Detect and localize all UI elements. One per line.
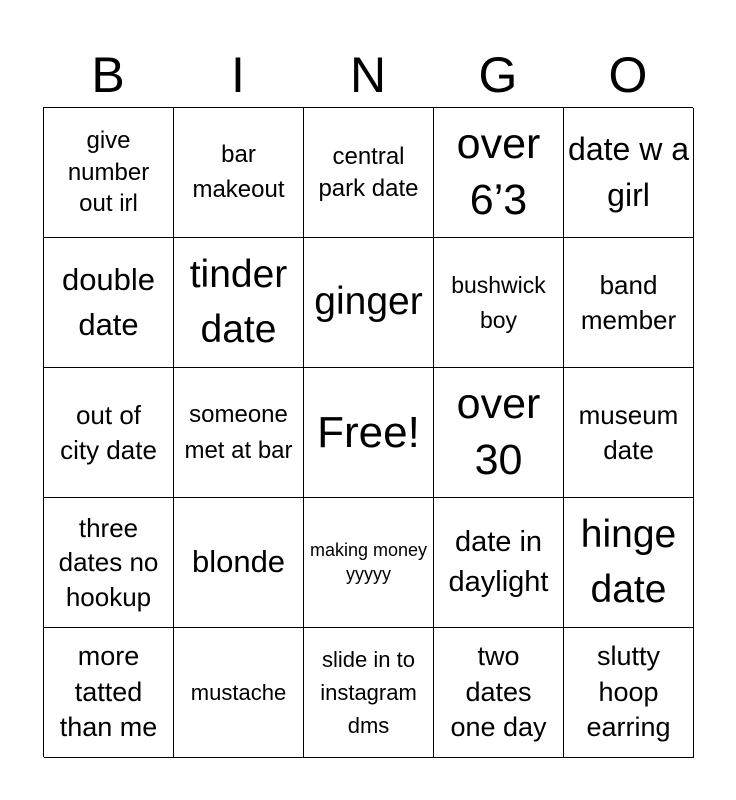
header-letter-n: N [349, 47, 387, 103]
header-letter-b: B [91, 47, 125, 103]
bingo-cell[interactable] [174, 108, 304, 238]
bingo-cell[interactable] [434, 368, 564, 498]
bingo-cell[interactable] [174, 628, 304, 758]
bingo-cell[interactable] [564, 108, 694, 238]
bingo-cell[interactable] [174, 368, 304, 498]
bingo-cell[interactable] [434, 628, 564, 758]
bingo-cell[interactable] [44, 238, 174, 368]
bingo-cell[interactable] [434, 238, 564, 368]
bingo-cell[interactable] [44, 498, 174, 628]
cell-label: give number out irl [67, 126, 150, 218]
cell-label: blonde [191, 544, 286, 580]
cell-label: museum date [578, 400, 679, 465]
header-letter-i: I [231, 47, 245, 103]
cell-label: two dates one day [450, 641, 547, 743]
bingo-cell[interactable] [174, 498, 304, 628]
cell-label: out of city date [60, 400, 157, 465]
bingo-cell[interactable] [174, 238, 304, 368]
cell-label: making moneyyyyyy [309, 540, 428, 584]
cell-label: mustache [190, 680, 287, 705]
cell-label: over 6’3 [456, 119, 541, 224]
cell-label: central park date [318, 142, 419, 202]
bingo-header [43, 44, 693, 106]
bingo-cell[interactable] [44, 368, 174, 498]
cell-label: band member [580, 270, 677, 335]
bingo-cell[interactable] [434, 498, 564, 628]
bingo-cell[interactable] [44, 628, 174, 758]
cell-label: someone met at bar [184, 400, 293, 464]
cell-label: more tatted than me [59, 641, 158, 743]
bingo-cell[interactable] [304, 108, 434, 238]
bingo-grid [43, 107, 693, 757]
bingo-cell[interactable] [304, 238, 434, 368]
bingo-cell[interactable] [434, 108, 564, 238]
cell-label: bushwick boy [451, 272, 546, 333]
cell-label: bar makeout [192, 140, 285, 203]
cell-label: slide in to instagram dms [320, 647, 417, 738]
cell-label: Free! [317, 407, 420, 457]
cell-label: hinge date [580, 512, 677, 611]
cell-label: three dates no hookup [58, 513, 159, 612]
cell-label: slutty hoop earring [586, 641, 671, 743]
cell-label: tinder date [189, 252, 288, 351]
cell-label: date in daylight [448, 526, 549, 598]
bingo-cell[interactable] [564, 498, 694, 628]
cell-label: date w a girl [568, 130, 689, 213]
cell-label: ginger [314, 280, 423, 324]
bingo-cell[interactable] [44, 108, 174, 238]
cell-label: over 30 [456, 379, 541, 484]
bingo-cell[interactable] [564, 628, 694, 758]
bingo-cell[interactable] [304, 628, 434, 758]
bingo-cell[interactable] [564, 238, 694, 368]
bingo-cell[interactable] [304, 498, 434, 628]
header-letter-g: G [478, 47, 518, 103]
cell-label: double date [61, 262, 156, 342]
bingo-cell[interactable] [564, 368, 694, 498]
bingo-cell[interactable] [304, 368, 434, 498]
header-letter-o: O [608, 47, 648, 103]
